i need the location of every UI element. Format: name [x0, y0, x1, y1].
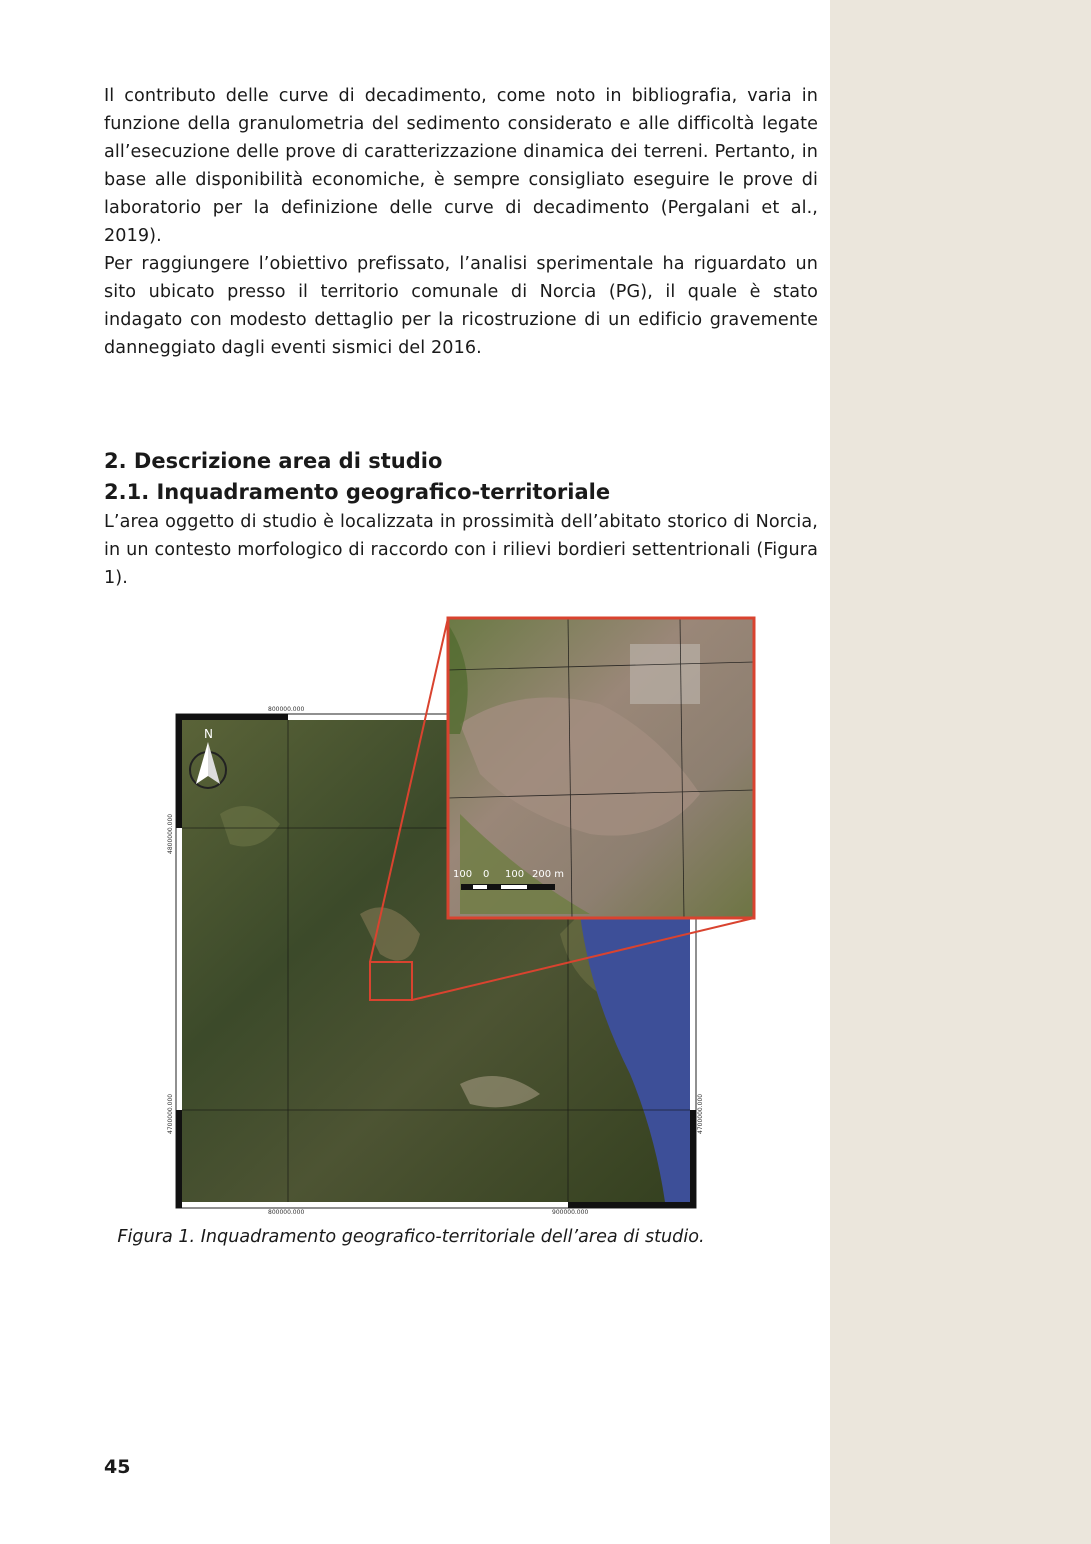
scale-label-100a: 100 [453, 869, 473, 880]
coord-bottom-right-label: 900000.000 [552, 1209, 589, 1214]
scale-label-200: 200 m [532, 869, 565, 880]
paragraph-study-area: L’area oggetto di studio è localizzata in prossimità dell’abitato storico di Norcia, in un contesto morfologico di raccordo con i rilievi bordieri settentrionali (Figura 1). [104, 512, 818, 588]
coord-left-lower-label: 4700000.000 [167, 1093, 174, 1134]
scale-label-0: 0 [483, 869, 490, 880]
page-side-band [830, 0, 1091, 1544]
coord-top-label: 800000.000 [268, 706, 305, 713]
zoom-inset-map [448, 618, 754, 918]
coord-right-lower-label: 4700000.000 [697, 1093, 704, 1134]
scale-bar [453, 869, 564, 890]
map-figure-svg [160, 614, 760, 1214]
study-area-figure [160, 614, 760, 1214]
subsection-heading: 2.1. Inquadramento geografico-territoriale [104, 480, 611, 504]
coord-left-upper-label: 4800000.000 [167, 813, 174, 854]
scale-label-100b: 100 [505, 869, 525, 880]
section-heading: 2. Descrizione area di studio [104, 449, 443, 473]
page-number: 45 [104, 1456, 131, 1478]
paragraph-objective: Per raggiungere l’obiettivo prefissato, l’analisi sperimentale ha riguardato un sito ubicato presso il territorio comunale di Norcia (PG), il quale è stato indagato con modesto dettaglio per la ricostruzione di un edificio gravemente danneggiato dagli eventi sismici del 2016. [104, 254, 818, 358]
figure-caption: Figura 1. Inquadramento geografico-territoriale dell’area di studio. [117, 1227, 705, 1247]
paragraph-decay-curves: Il contributo delle curve di decadimento, come noto in bibliografia, varia in funzione della granulometria del sedimento considerato e alle difficoltà legate all’esecuzione delle prove di caratterizzazione dinamica dei terreni. Pertanto, in base alle disponibilità economiche, è sempre consigliato eseguire le prove di laboratorio per la definizione delle curve di decadimento (Pergalani et al., 2019). [104, 86, 818, 246]
north-label: N [204, 727, 213, 741]
body-text [104, 82, 818, 592]
coord-bottom-left-label: 800000.000 [268, 1209, 305, 1214]
